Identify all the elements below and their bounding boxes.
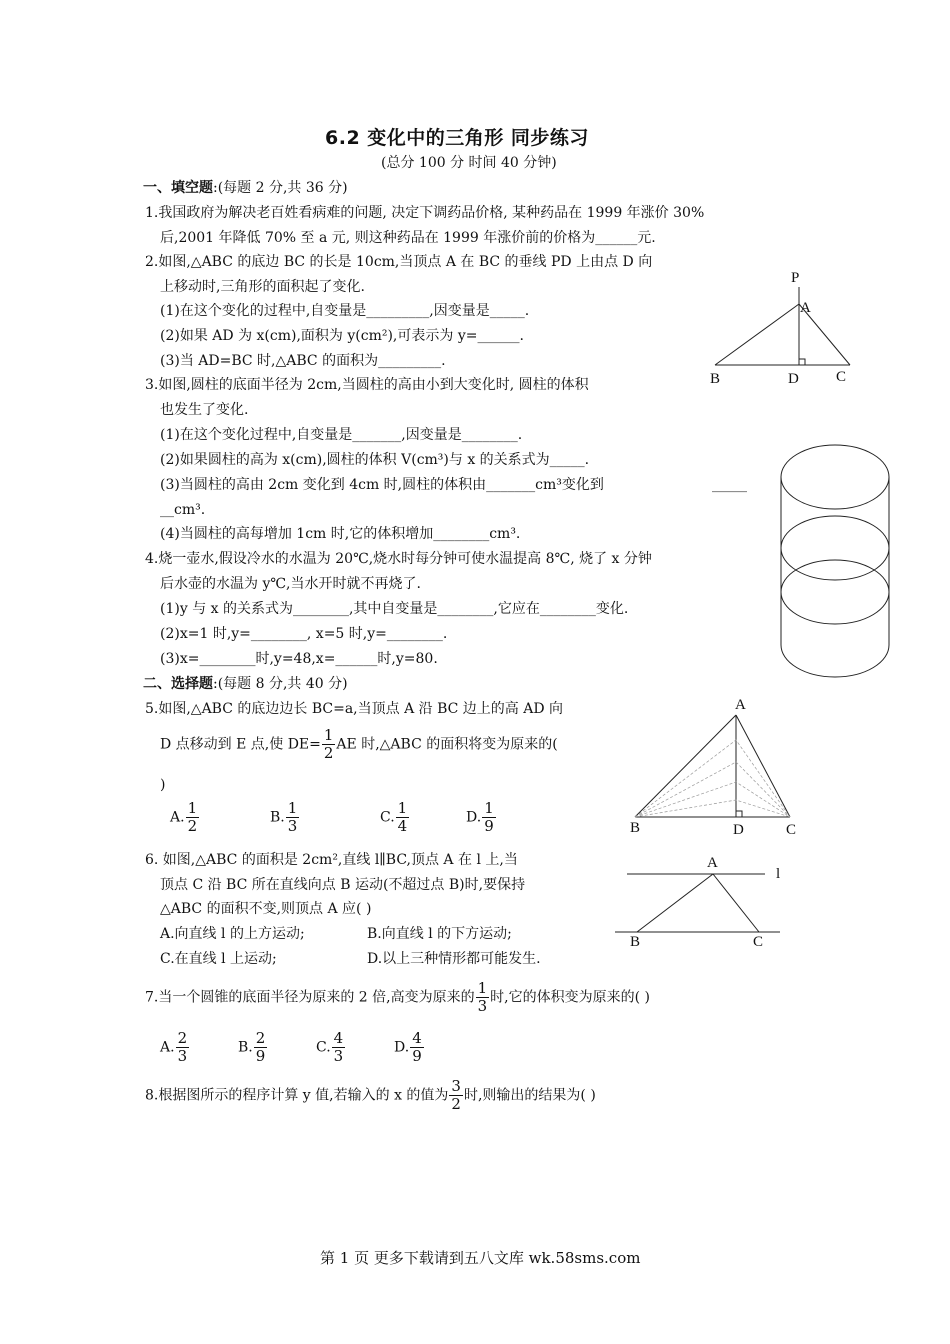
q8-line1: [145, 1078, 596, 1113]
q5-line2-b: AE 时,△ABC 的面积将变为原来的(: [336, 736, 558, 753]
q6-line2: 顶点 C 沿 BC 所在直线向点 B 运动(不超过点 B)时,要保持: [160, 877, 526, 893]
q3-line1: 3.如图,圆柱的底面半径为 2cm,当圆柱的高由小到大变化时, 圆柱的体积: [145, 377, 589, 393]
q3-line4: (2)如果圆柱的高为 x(cm),圆柱的体积 V(cm³)与 x 的关系式为_____.: [160, 452, 590, 468]
q7-option-d: [394, 1030, 425, 1065]
q5-option-b-num: 1: [287, 799, 298, 817]
q1-line2: 后,2001 年降低 70% 至 a 元, 则这种药品在 1999 年涨价前的价格为______元.: [160, 230, 656, 246]
fig3-right-angle-mark: [736, 811, 742, 817]
q4-line1: 4.烧一壶水,假设冷水的水温为 20℃,烧水时每分钟可使水温提高 8℃, 烧了 x 分钟: [145, 551, 652, 567]
fig3-dashed-2: [635, 762, 790, 817]
section-choice: [143, 674, 348, 694]
q7-option-c-num: 4: [333, 1029, 344, 1047]
fig1-label-c: C: [836, 369, 847, 385]
q5-frac-den: 2: [323, 744, 334, 762]
q7-line1: [145, 980, 650, 1015]
fig3-dashed-3: [635, 782, 790, 817]
section-fill-blank: [143, 178, 348, 198]
q6-line1: 6. 如图,△ABC 的面积是 2cm²,直线 l∥BC,顶点 A 在 l 上,当: [145, 852, 518, 868]
section-fill-blank-head: 一、填空题: [143, 180, 213, 196]
q6-option-b: B.向直线 l 的下方运动;: [367, 926, 512, 942]
q5-option-b-frac: [286, 800, 300, 835]
fig1-label-p: P: [791, 270, 800, 286]
q3-line6: __cm³.: [160, 502, 206, 518]
fig1-label-d: D: [788, 371, 799, 387]
q5-frac-num: 1: [323, 726, 334, 744]
fig4-label-b: B: [630, 934, 641, 950]
q5-option-a-den: 2: [187, 817, 198, 835]
q6-option-c: C.在直线 l 上运动;: [160, 951, 277, 967]
q2-line2: 上移动时,三角形的面积起了变化.: [160, 279, 365, 295]
fig4-label-a: A: [707, 855, 718, 871]
fig1-label-b: B: [710, 371, 721, 387]
section-fill-blank-note: :(每题 2 分,共 36 分): [213, 180, 348, 196]
q7-option-a-frac: [176, 1030, 190, 1065]
q6-option-a: A.向直线 l 的上方运动;: [160, 926, 305, 942]
q7-option-d-den: 9: [412, 1047, 422, 1065]
q7-option-c: [316, 1030, 346, 1065]
page-subtitle: (总分 100 分 时间 40 分钟): [381, 155, 557, 171]
q7-frac-num: 1: [477, 979, 488, 997]
fig3-label-c: C: [786, 822, 797, 838]
q5-option-a-label: A.: [170, 809, 185, 826]
q3-line5: (3)当圆柱的高由 2cm 变化到 4cm 时,圆柱的体积由_______cm³变化到: [160, 477, 604, 493]
cylinder-ring2-front: [781, 592, 889, 624]
q2-line5: (3)当 AD=BC 时,△ABC 的面积为_________.: [160, 353, 446, 369]
cylinder-bottom-arc: [781, 645, 889, 677]
q7-option-b-den: 9: [255, 1047, 266, 1065]
q7-option-c-den: 3: [333, 1047, 344, 1065]
q1-line1: 1.我国政府为解决老百姓看病难的问题, 决定下调药品价格, 某种药品在 1999 年涨价 30%: [145, 205, 705, 221]
q5-line2: [160, 727, 558, 762]
q5-option-a: [170, 800, 200, 835]
q7-option-d-frac: [410, 1030, 424, 1065]
figure-parallel-line: [615, 860, 795, 940]
q7-option-d-num: 4: [412, 1029, 422, 1047]
q8-fraction: [449, 1078, 463, 1113]
q7-option-a-den: 3: [177, 1047, 188, 1065]
q5-option-d-label: D.: [466, 809, 482, 826]
cylinder-top-ellipse: [781, 445, 889, 509]
cylinder-ring1-back: [781, 516, 889, 548]
section-choice-note: :(每题 8 分,共 40 分): [213, 676, 348, 692]
q7-option-c-label: C.: [316, 1039, 331, 1056]
q3-line3: (1)在这个变化过程中,自变量是_______,因变量是________.: [160, 427, 523, 443]
q5-option-b-label: B.: [270, 809, 285, 826]
fig4-line-ac: [713, 874, 759, 932]
q4-line2: 后水壶的水温为 y℃,当水开时就不再烧了.: [160, 576, 421, 592]
page-footer: 第 1 页 更多下载请到五八文库 wk.58sms.com: [320, 1249, 641, 1267]
cylinder-ring1-front: [781, 548, 889, 580]
fig3-dashed-1: [635, 740, 790, 817]
q7-option-a-num: 2: [177, 1029, 188, 1047]
q5-option-a-frac: [186, 800, 200, 835]
fig3-label-d: D: [733, 822, 744, 838]
q6-option-d: D.以上三种情形都可能发生.: [367, 951, 541, 967]
q8-frac-den: 2: [451, 1095, 461, 1113]
q7-option-b-frac: [254, 1030, 268, 1065]
fig4-line-ab: [637, 874, 713, 932]
q7-option-c-frac: [332, 1030, 346, 1065]
q5-line3: ): [160, 777, 166, 793]
q7-line1-b: 时,它的体积变为原来的( ): [490, 989, 650, 1006]
q2-line4: (2)如果 AD 为 x(cm),面积为 y(cm²),可表示为 y=______.: [160, 328, 524, 344]
q7-option-b: [238, 1030, 268, 1065]
fig1-line-ab: [715, 304, 799, 365]
fig4-label-l: l: [776, 866, 781, 882]
q7-option-a: [160, 1030, 190, 1065]
q7-option-b-label: B.: [238, 1039, 253, 1056]
q3-line2: 也发生了变化.: [160, 402, 249, 418]
q4-line3: (1)y 与 x 的关系式为________,其中自变量是________,它应在________变化.: [160, 601, 629, 617]
q7-option-a-label: A.: [160, 1039, 175, 1056]
q5-line1: 5.如图,△ABC 的底边边长 BC=a,当顶点 A 沿 BC 边上的高 AD 向: [145, 701, 564, 717]
fig1-right-angle-mark: [799, 359, 805, 365]
q5-option-b: [270, 800, 300, 835]
q5-option-d-frac: [482, 800, 496, 835]
q5-fraction: [322, 727, 336, 762]
fig1-label-a: A: [800, 300, 811, 316]
fig3-label-b: B: [630, 820, 641, 836]
q6-line3: △ABC 的面积不变,则顶点 A 应( ): [160, 901, 372, 917]
q8-line1-a: 8.根据图所示的程序计算 y 值,若输入的 x 的值为: [145, 1087, 449, 1104]
q7-line1-a: 7.当一个圆锥的底面半径为原来的 2 倍,高变为原来的: [145, 989, 475, 1006]
q5-option-d-den: 9: [484, 817, 494, 835]
fig3-line-ab: [635, 715, 736, 817]
q3-line5-blank: _____: [712, 477, 747, 493]
q4-line5: (3)x=________时,y=48,x=______时,y=80.: [160, 651, 438, 667]
q5-line2-a: D 点移动到 E 点,使 DE=: [160, 736, 321, 753]
q5-option-a-num: 1: [187, 799, 198, 817]
q7-option-b-num: 2: [255, 1029, 266, 1047]
q5-option-b-den: 3: [287, 817, 298, 835]
q5-option-c-label: C.: [380, 809, 395, 826]
page-title: 6.2 变化中的三角形 同步练习: [325, 127, 589, 149]
fig3-dashed-4: [635, 800, 790, 817]
q7-frac-den: 3: [477, 997, 488, 1015]
q4-line4: (2)x=1 时,y=________, x=5 时,y=________.: [160, 626, 448, 642]
q5-option-d-num: 1: [484, 799, 494, 817]
fig3-label-a: A: [735, 697, 746, 713]
figure-triangle-heights: [620, 700, 810, 830]
q8-frac-num: 3: [451, 1077, 461, 1095]
q5-option-c-num: 1: [397, 799, 408, 817]
q5-option-c: [380, 800, 410, 835]
q5-option-c-den: 4: [397, 817, 408, 835]
cylinder-ring2-back: [781, 560, 889, 592]
section-choice-head: 二、选择题: [143, 676, 213, 692]
fig3-line-ac: [736, 715, 790, 817]
figure-cylinder: [778, 440, 898, 695]
q7-option-d-label: D.: [394, 1039, 410, 1056]
q2-line3: (1)在这个变化的过程中,自变量是_________,因变量是_____.: [160, 303, 530, 319]
q3-line7: (4)当圆柱的高每增加 1cm 时,它的体积增加________cm³.: [160, 526, 521, 542]
q2-line1: 2.如图,△ABC 的底边 BC 的长是 10cm,当顶点 A 在 BC 的垂线 PD 上由点 D 向: [145, 254, 653, 270]
fig3-dashed-lines: [635, 740, 790, 817]
q5-option-c-frac: [396, 800, 410, 835]
q7-fraction: [476, 980, 490, 1015]
q8-line1-b: 时,则输出的结果为( ): [463, 1087, 596, 1104]
fig4-label-c: C: [753, 934, 764, 950]
q5-option-d: [466, 800, 497, 835]
